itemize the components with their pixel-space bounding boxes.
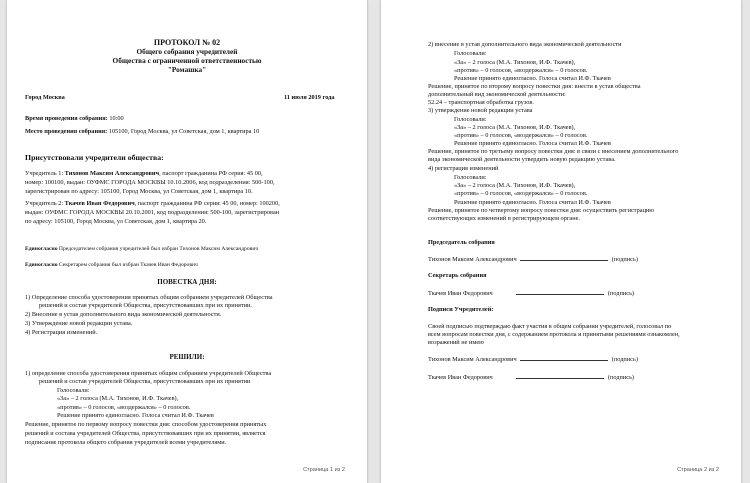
signature-caption: (подпись)	[611, 256, 638, 263]
founder-2-name: Ткачев Иван Федорович	[64, 200, 135, 207]
chairman-election-label: Единогласно	[25, 246, 58, 252]
meeting-city: Город Москва	[25, 94, 65, 101]
founder-2-signature-name: Ткачев Иван Федорович	[428, 374, 493, 381]
item-2-vote-label: Голосовали:	[454, 50, 487, 57]
item-3-decision-line-1: Решение, принятое по третьему вопросу повестки дня: в связи с внесением дополнительного	[428, 148, 679, 155]
item-4-vote-for: «За» – 2 голоса (М.А. Тихонов, И.Ф. Ткачев),	[454, 182, 576, 189]
agenda-item-1-line-1: 1) Определение способа удостоверения принятых общим собранием учредителей Общества	[25, 294, 273, 301]
item-2-decision-line-1: Решение, принятое по второму вопросу повестки дня: внести в устав общества	[428, 83, 641, 90]
resolved-heading: РЕШИЛИ:	[169, 353, 205, 361]
meeting-time-value: 10:00	[109, 115, 124, 122]
signature-blank	[516, 373, 604, 379]
item-4-vote-label: Голосовали:	[454, 174, 487, 181]
item-2-decision-line-3: 52.24 – транспортная обработка грузов.	[428, 99, 534, 106]
agenda-item-2: 2) Внесение в устав дополнительного вида экономической деятельности.	[25, 311, 222, 318]
resolution-1-line-1: 1) определение способа удостоверения принятых общим собранием учредителей Общества	[25, 370, 272, 377]
protocol-title: ПРОТОКОЛ № 02	[153, 38, 221, 47]
vote-against: «против» – 0 голосов, «воздержался» – 0 голосов.	[57, 404, 191, 411]
secretary-heading: Секретарь собрания	[428, 272, 487, 279]
item-4-vote-against: «против» – 0 голосов, «воздержался» – 0 голосов.	[454, 190, 588, 197]
present-heading: Присутствовали учредители общества:	[25, 153, 164, 162]
founder-1-signature-name: Тихонов Максим Александрович	[428, 356, 517, 363]
secretary-election-label: Единогласно	[25, 262, 58, 268]
chairman-name: Тихонов Максим Александрович	[428, 256, 517, 263]
decision-1-line-1: Решение, принятое по первому вопросу повестки дня: способом удостоверения принятых	[25, 421, 267, 428]
secretary-election	[25, 262, 198, 269]
chairman-election	[25, 246, 258, 253]
founder-2-line-3: по адресу: 105100, Город Москва, ул Советская, дом 1, квартира 20.	[25, 218, 207, 225]
item-3-decision-line-2: вида экономической деятельности утвердить новую редакцию устава.	[428, 156, 616, 163]
item-2-decision-line-2: дополнительный вид экономической деятельности:	[428, 91, 566, 98]
secretary-signature-line	[428, 289, 634, 297]
decision-1-line-3: подписание протокола общего собрания учредителей всеми учредителями.	[25, 439, 227, 446]
secretary-election-text: Секретарем собрания был избран Ткачев Иван Федорович	[58, 262, 198, 268]
item-2-heading: 2) внесение в устав дополнительного вида экономической деятельности	[428, 41, 622, 48]
protocol-subtitle-1: Общего собрания учредителей	[136, 47, 238, 56]
item-3-vote-label: Голосовали:	[454, 116, 487, 123]
founder-1-name: Тихонов Максим Александрович	[64, 170, 160, 177]
item-4-decision-line-2: соответствующих изменений в регистрирующем органе.	[428, 215, 580, 222]
item-3-heading: 3) утверждение новой редакции устава	[428, 107, 533, 114]
item-3-vote-against: «против» – 0 голосов, «воздержался» – 0 голосов.	[454, 132, 588, 139]
item-2-vote-against: «против» – 0 голосов, «воздержался» – 0 голосов.	[454, 67, 588, 74]
page-number: Страница 1 из 2	[303, 467, 345, 473]
protocol-subtitle-2: Общества с ограниченной ответственностью	[112, 56, 262, 65]
confirmation-line-2: всем вопросам повестки дня, с содержанием протокола и принятыми решениями ознакомлен,	[428, 331, 680, 338]
meeting-place-value: 105100, Город Москва, ул Советская, дом 1, квартира 10	[108, 128, 260, 135]
founder-2-label: Учредитель 2:	[25, 200, 64, 207]
secretary-name: Ткачев Иван Федорович	[428, 290, 493, 297]
signature-caption: (подпись)	[611, 356, 638, 363]
chairman-signature-line	[428, 255, 638, 263]
signature-blank	[520, 255, 608, 261]
meeting-place-label: Место проведения собрания:	[25, 128, 108, 135]
vote-label: Голосовали:	[57, 387, 90, 394]
item-3-vote-for: «За» – 2 голоса (М.А. Тихонов, И.Ф. Ткачев),	[454, 124, 576, 131]
agenda-item-4: 4) Регистрация изменений.	[25, 329, 98, 336]
item-3-vote-result: Решение принято единогласно. Голоса считал И.Ф. Ткачев	[454, 140, 611, 147]
item-2-vote-result: Решение принято единогласно. Голоса считал И.Ф. Ткачев	[454, 75, 611, 82]
meeting-place	[25, 128, 259, 135]
vote-for: «За» – 2 голоса (М.А. Тихонов, И.Ф. Ткачев),	[57, 395, 179, 402]
chairman-election-text: Председателем собрания учредителей был избран Тихонов Максим Александрович	[58, 246, 259, 252]
document-page-1	[7, 0, 367, 483]
founder-1-label: Учредитель 1:	[25, 170, 64, 177]
agenda-item-3: 3) Утверждение новой редакции устава.	[25, 320, 133, 327]
meeting-time	[25, 115, 124, 122]
resolution-1-line-2: решений и состав учредителей Общества, присутствовавших при их принятии	[39, 378, 251, 385]
confirmation-line-1: Своей подписью подтверждаю факт участия в общем собрании учредителей, голосовал по	[428, 323, 672, 330]
founder-1-passport: , паспорт гражданина РФ серия: 45 00,	[159, 170, 263, 177]
company-name: "Ромашка"	[167, 65, 207, 74]
item-2-vote-for: «За» – 2 голоса (М.А. Тихонов, И.Ф. Ткачев),	[454, 59, 576, 66]
founder-2-signature-line	[428, 373, 634, 381]
page-number: Страница 2 из 2	[677, 467, 719, 473]
meeting-date: 11 июля 2019 года	[284, 94, 335, 101]
founder-1-line-2: номер: 100100, выдан: ОУФМС ГОРОДА МОСКВЫ 10.10.2006, код подразделения: 500-100,	[25, 179, 275, 186]
agenda-heading: ПОВЕСТКА ДНЯ:	[157, 278, 217, 286]
founder-2-line-2: выдан: ОУФМС ГОРОДА МОСКВЫ 20.10.2001, код подразделения: 500-100, зарегистрирован	[25, 209, 280, 216]
vote-result: Решение принято единогласно. Голоса считал И.Ф. Ткачев	[57, 412, 214, 419]
item-4-decision-line-1: Решение, принятое по четвертому вопросу повестки дня: осуществить регистрацию	[428, 207, 655, 214]
signature-blank	[516, 289, 604, 295]
chairman-heading: Председатель собрания	[428, 239, 495, 246]
item-4-vote-result: Решение принято единогласно. Голоса считал И.Ф. Ткачев	[454, 199, 611, 206]
agenda-item-1-line-2: решений и состав учредителей Общества, присутствовавших при их принятии.	[39, 302, 252, 309]
confirmation-line-3: возражений не имею	[428, 339, 484, 346]
founder-1-line-1	[25, 170, 263, 177]
founders-signatures-heading: Подписи Учредителей:	[428, 306, 494, 313]
meeting-time-label: Время проведения собрания:	[25, 115, 108, 122]
signature-blank	[520, 355, 608, 361]
document-page-2	[381, 0, 741, 483]
decision-1-line-2: решений и состава учредителей Общества, присутствовавших при их принятии, является	[25, 430, 266, 437]
signature-caption: (подпись)	[607, 290, 635, 297]
founder-1-signature-line	[428, 355, 638, 363]
founder-2-passport: , паспорт гражданина РФ серия: 45 00, номер: 100200,	[134, 200, 280, 207]
founder-1-line-3: зарегистрирован по адресу: 105100, Город Москва, ул Советская, дом 1, квартира 10.	[25, 188, 253, 195]
item-4-heading: 4) регистрация изменений	[428, 165, 499, 172]
founder-2-line-1	[25, 200, 280, 207]
signature-caption: (подпись)	[607, 374, 635, 381]
